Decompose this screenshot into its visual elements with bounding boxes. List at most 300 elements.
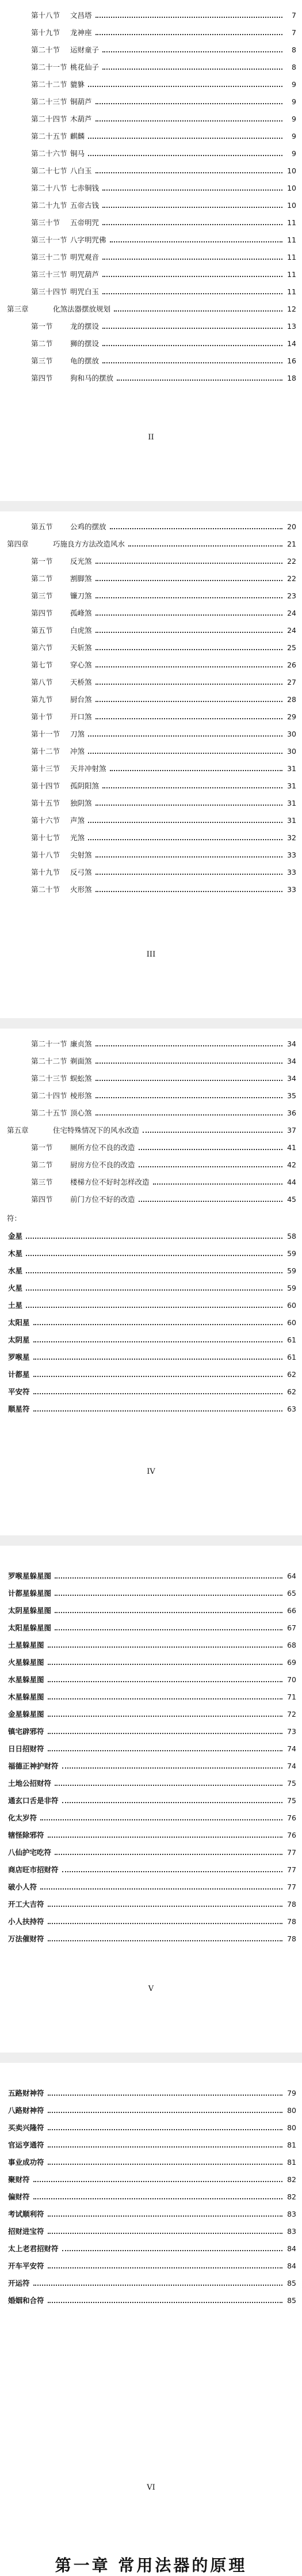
dot-leader bbox=[95, 34, 282, 35]
entry-title: 七赤铜钱 bbox=[70, 183, 100, 192]
entry-title: 开车平安符 bbox=[8, 2261, 44, 2270]
dot-leader bbox=[88, 155, 282, 156]
toc-talisman-entry[interactable] bbox=[7, 1689, 296, 1706]
toc-talisman-entry[interactable] bbox=[7, 1331, 296, 1349]
toc-section-entry[interactable] bbox=[7, 1139, 296, 1156]
toc-section-entry[interactable] bbox=[7, 691, 296, 708]
entry-number: 第三节 bbox=[31, 1177, 53, 1186]
toc-section-entry[interactable] bbox=[7, 553, 296, 570]
entry-page-number: 75 bbox=[287, 1778, 296, 1788]
toc-section-entry[interactable] bbox=[7, 128, 296, 145]
entry-page-number: 61 bbox=[287, 1352, 296, 1361]
entry-page-number: 9 bbox=[292, 97, 296, 106]
entry-number: 第二十三节 bbox=[31, 1073, 67, 1083]
toc-talisman-entry[interactable] bbox=[7, 2223, 296, 2240]
entry-title: 明咒白玉 bbox=[70, 287, 100, 296]
entry-title: 冲煞 bbox=[70, 746, 85, 756]
dot-leader bbox=[48, 1837, 282, 1838]
toc-chapter-entry[interactable] bbox=[7, 536, 296, 553]
dot-leader bbox=[26, 1272, 282, 1273]
toc-section-entry[interactable] bbox=[7, 587, 296, 605]
entry-number: 第三十三节 bbox=[31, 270, 67, 279]
entry-title: 顺星符 bbox=[8, 1404, 30, 1413]
dot-leader bbox=[48, 1664, 282, 1665]
entry-number: 第三十一节 bbox=[31, 235, 67, 244]
dot-leader bbox=[48, 1750, 282, 1751]
entry-page-number: 34 bbox=[287, 1073, 296, 1083]
entry-page-number: 9 bbox=[292, 131, 296, 141]
entry-page-number: 22 bbox=[287, 556, 296, 566]
toc-talisman-entry[interactable] bbox=[7, 2137, 296, 2154]
page-number-footer: III bbox=[146, 950, 156, 959]
entry-title: 金星躲星图 bbox=[8, 1709, 44, 1718]
dot-leader bbox=[33, 1359, 282, 1360]
entry-page-number: 58 bbox=[287, 1231, 296, 1240]
dot-leader bbox=[48, 1733, 282, 1734]
entry-page-number: 60 bbox=[287, 1300, 296, 1310]
toc-section-entry[interactable] bbox=[7, 1105, 296, 1122]
entry-page-number: 82 bbox=[287, 2192, 296, 2201]
toc-talisman-entry[interactable] bbox=[7, 1366, 296, 1383]
toc-section-entry[interactable] bbox=[7, 335, 296, 352]
entry-page-number: 7 bbox=[292, 10, 296, 20]
entry-page-number: 42 bbox=[287, 1160, 296, 1169]
entry-title: 运财童子 bbox=[70, 45, 100, 54]
dot-leader bbox=[110, 770, 282, 771]
toc-talisman-entry[interactable] bbox=[7, 1775, 296, 1792]
dot-leader bbox=[95, 1080, 282, 1081]
toc-section-entry[interactable] bbox=[7, 111, 296, 128]
toc-talisman-entry[interactable] bbox=[7, 1349, 296, 1366]
dot-leader bbox=[88, 753, 282, 754]
dot-leader bbox=[55, 1595, 282, 1596]
entry-number: 第十八节 bbox=[31, 850, 60, 859]
toc-talisman-entry[interactable] bbox=[7, 1827, 296, 1844]
dot-leader bbox=[102, 51, 282, 52]
entry-page-number: 22 bbox=[287, 574, 296, 583]
toc-talisman-entry[interactable] bbox=[7, 2240, 296, 2258]
toc-section-entry[interactable] bbox=[7, 777, 296, 795]
toc-section-entry[interactable] bbox=[7, 864, 296, 881]
entry-number: 第二十四节 bbox=[31, 114, 67, 123]
toc-section-entry[interactable] bbox=[7, 518, 296, 536]
entry-title: 五帝明咒 bbox=[70, 218, 100, 227]
entry-page-number: 78 bbox=[287, 1934, 296, 1943]
dot-leader bbox=[139, 1166, 282, 1167]
dot-leader bbox=[95, 103, 282, 104]
dot-leader bbox=[55, 1612, 282, 1613]
toc-section-entry[interactable] bbox=[7, 24, 296, 41]
entry-page-number: 14 bbox=[287, 339, 296, 348]
entry-number: 第十六节 bbox=[31, 815, 60, 825]
dot-leader bbox=[88, 839, 282, 840]
dot-leader bbox=[48, 2164, 282, 2165]
dot-leader bbox=[48, 2095, 282, 2096]
toc-talisman-entry[interactable] bbox=[7, 1879, 296, 1896]
entry-page-number: 23 bbox=[287, 591, 296, 600]
toc-section-entry[interactable] bbox=[7, 180, 296, 197]
dot-leader bbox=[48, 2146, 282, 2148]
toc-chapter-entry[interactable] bbox=[7, 1122, 296, 1139]
entry-page-number: 10 bbox=[287, 166, 296, 175]
toc-section-entry[interactable] bbox=[7, 1035, 296, 1053]
dot-leader bbox=[26, 1307, 282, 1308]
entry-title: 水星 bbox=[8, 1266, 23, 1275]
dot-leader bbox=[33, 1376, 282, 1377]
dot-leader bbox=[95, 172, 282, 173]
entry-title: 八白玉 bbox=[70, 166, 92, 175]
entry-page-number: 26 bbox=[287, 660, 296, 669]
entry-number: 第五章 bbox=[7, 1125, 29, 1135]
dot-leader bbox=[55, 1854, 282, 1855]
entry-title: 刀煞 bbox=[70, 729, 85, 738]
dot-leader bbox=[48, 1923, 282, 1924]
toc-section-entry[interactable] bbox=[7, 829, 296, 847]
toc-section-entry[interactable] bbox=[7, 674, 296, 691]
dot-leader bbox=[117, 380, 282, 381]
entry-title: 太阴星 bbox=[8, 1335, 30, 1344]
entry-title: 公鸡的摆放 bbox=[70, 522, 106, 531]
entry-title: 狗和马的摆放 bbox=[70, 373, 114, 382]
entry-title: 厨房方位不良的改造 bbox=[70, 1160, 135, 1169]
toc-page bbox=[0, 1029, 302, 1535]
toc-section-entry[interactable] bbox=[7, 145, 296, 162]
toc-talisman-entry[interactable] bbox=[7, 1401, 296, 1418]
entry-number: 第二十三节 bbox=[31, 97, 67, 106]
dot-leader bbox=[62, 1767, 282, 1769]
dot-leader bbox=[95, 563, 282, 564]
entry-page-number: 31 bbox=[287, 815, 296, 825]
entry-title: 招财进宝符 bbox=[8, 2226, 44, 2236]
toc-section-entry[interactable] bbox=[7, 639, 296, 657]
entry-title: 土地公招财符 bbox=[8, 1778, 52, 1788]
dot-leader bbox=[33, 1341, 282, 1342]
entry-number: 第四节 bbox=[31, 373, 53, 382]
entry-page-number: 11 bbox=[287, 287, 296, 296]
toc-talisman-entry[interactable] bbox=[7, 1930, 296, 1948]
entry-page-number: 11 bbox=[287, 252, 296, 261]
toc-talisman-entry[interactable] bbox=[7, 2085, 296, 2102]
toc-section-entry[interactable] bbox=[7, 605, 296, 622]
toc-section-entry[interactable] bbox=[7, 93, 296, 111]
toc-section-entry[interactable] bbox=[7, 283, 296, 301]
toc-page bbox=[0, 1546, 302, 2053]
toc-section-entry[interactable] bbox=[7, 708, 296, 726]
toc-talisman-entry[interactable] bbox=[7, 1723, 296, 1740]
entry-title: 独阴煞 bbox=[70, 798, 92, 807]
toc-section-entry[interactable] bbox=[7, 881, 296, 898]
toc-talisman-entry[interactable] bbox=[7, 2275, 296, 2292]
entry-title: 木葫芦 bbox=[70, 114, 92, 123]
toc-talisman-entry[interactable] bbox=[7, 1245, 296, 1262]
entry-number: 第五节 bbox=[31, 522, 53, 531]
dot-leader bbox=[88, 86, 282, 87]
entry-title: 土星躲星图 bbox=[8, 1640, 44, 1649]
entry-title: 铜马 bbox=[70, 149, 85, 158]
toc-talisman-entry[interactable] bbox=[7, 1297, 296, 1314]
entry-page-number: 78 bbox=[287, 1899, 296, 1909]
entry-page-number: 8 bbox=[292, 45, 296, 54]
entry-page-number: 29 bbox=[287, 712, 296, 721]
toc-talisman-entry[interactable] bbox=[7, 1792, 296, 1809]
entry-page-number: 76 bbox=[287, 1813, 296, 1822]
toc-section-entry[interactable] bbox=[7, 795, 296, 812]
dot-leader bbox=[95, 666, 282, 667]
entry-page-number: 80 bbox=[287, 2123, 296, 2132]
entry-title: 土星 bbox=[8, 1300, 23, 1310]
entry-number: 第二十节 bbox=[31, 45, 60, 54]
entry-title: 前门方位不好的改造 bbox=[70, 1194, 135, 1204]
entry-number: 第六节 bbox=[31, 643, 53, 652]
entry-page-number: 74 bbox=[287, 1761, 296, 1770]
entry-page-number: 77 bbox=[287, 1865, 296, 1874]
entry-title: 太上老君招财符 bbox=[8, 2244, 59, 2253]
entry-page-number: 33 bbox=[287, 850, 296, 859]
entry-page-number: 37 bbox=[287, 1125, 296, 1135]
entry-page-number: 31 bbox=[287, 781, 296, 790]
entry-page-number: 33 bbox=[287, 885, 296, 894]
toc-talisman-entry[interactable] bbox=[7, 1758, 296, 1775]
entry-title: 五路财神符 bbox=[8, 2088, 44, 2097]
entry-page-number: 84 bbox=[287, 2244, 296, 2253]
talisman-section-label: 符： bbox=[7, 1214, 22, 1223]
toc-talisman-entry[interactable] bbox=[7, 1671, 296, 1689]
entry-page-number: 25 bbox=[287, 643, 296, 652]
entry-number: 第十九节 bbox=[31, 867, 60, 877]
toc-talisman-entry[interactable] bbox=[7, 1280, 296, 1297]
dot-leader bbox=[110, 241, 282, 242]
page-number-footer: IV bbox=[147, 1467, 155, 1476]
toc-section-entry[interactable] bbox=[7, 7, 296, 24]
entry-title: 平安符 bbox=[8, 1387, 30, 1396]
entry-number: 第二十七节 bbox=[31, 166, 67, 175]
entry-title: 龙的摆设 bbox=[70, 321, 100, 331]
page-number-footer: V bbox=[148, 1985, 154, 1993]
entry-page-number: 78 bbox=[287, 1917, 296, 1926]
dot-leader bbox=[33, 2285, 282, 2286]
chapter-heading: 第一章 常用法器的原理 bbox=[55, 2556, 247, 2575]
entry-title: 铜葫芦 bbox=[70, 97, 92, 106]
entry-page-number: 59 bbox=[287, 1283, 296, 1292]
toc-talisman-entry[interactable] bbox=[7, 2206, 296, 2223]
entry-title: 天井冲射煞 bbox=[70, 764, 106, 773]
entry-page-number: 73 bbox=[287, 1727, 296, 1736]
entry-page-number: 31 bbox=[287, 764, 296, 773]
dot-leader bbox=[26, 1255, 282, 1256]
toc-chapter-entry[interactable] bbox=[7, 301, 296, 318]
toc-section-entry[interactable] bbox=[7, 41, 296, 59]
entry-number: 第十七节 bbox=[31, 833, 60, 842]
toc-section-entry[interactable] bbox=[7, 622, 296, 639]
entry-title: 罗喉星躲星图 bbox=[8, 1571, 52, 1580]
dot-leader bbox=[95, 1045, 282, 1046]
toc-section-entry[interactable] bbox=[7, 370, 296, 387]
entry-number: 第十一节 bbox=[31, 729, 60, 738]
toc-talisman-entry[interactable] bbox=[7, 1619, 296, 1637]
entry-number: 第二节 bbox=[31, 574, 53, 583]
entry-title: 聚财符 bbox=[8, 2175, 30, 2184]
entry-title: 穿心煞 bbox=[70, 660, 92, 669]
dot-leader bbox=[95, 701, 282, 702]
entry-number: 第四节 bbox=[31, 608, 53, 617]
entry-title: 火星躲星图 bbox=[8, 1657, 44, 1667]
toc-talisman-entry[interactable] bbox=[7, 2171, 296, 2188]
toc-section-entry[interactable] bbox=[7, 1053, 296, 1070]
toc-section-entry[interactable] bbox=[7, 1156, 296, 1174]
toc-talisman-entry[interactable] bbox=[7, 1568, 296, 1585]
entry-number: 第二十二节 bbox=[31, 1056, 67, 1065]
entry-page-number: 75 bbox=[287, 1796, 296, 1805]
entry-title: 廉贞煞 bbox=[70, 1039, 92, 1048]
dot-leader bbox=[102, 69, 282, 70]
entry-page-number: 66 bbox=[287, 1606, 296, 1615]
toc-section-entry[interactable] bbox=[7, 318, 296, 335]
entry-title: 天斩煞 bbox=[70, 643, 92, 652]
entry-page-number: 77 bbox=[287, 1882, 296, 1891]
toc-talisman-entry[interactable] bbox=[7, 1740, 296, 1758]
dot-leader bbox=[153, 1183, 282, 1185]
entry-page-number: 77 bbox=[287, 1847, 296, 1857]
dot-leader bbox=[48, 2233, 282, 2234]
entry-page-number: 33 bbox=[287, 867, 296, 877]
dot-leader bbox=[95, 1114, 282, 1116]
toc-section-entry[interactable] bbox=[7, 352, 296, 370]
entry-number: 第三十二节 bbox=[31, 252, 67, 261]
entry-page-number: 30 bbox=[287, 746, 296, 756]
toc-talisman-entry[interactable] bbox=[7, 2119, 296, 2137]
entry-title: 火形煞 bbox=[70, 885, 92, 894]
toc-section-entry[interactable] bbox=[7, 726, 296, 743]
toc-talisman-entry[interactable] bbox=[7, 2292, 296, 2309]
dot-leader bbox=[55, 1577, 282, 1579]
entry-page-number: 85 bbox=[287, 2296, 296, 2305]
toc-talisman-entry[interactable] bbox=[7, 1861, 296, 1879]
entry-title: 破小人符 bbox=[8, 1882, 37, 1891]
toc-section-entry[interactable] bbox=[7, 76, 296, 93]
entry-number: 第二十二节 bbox=[31, 79, 67, 89]
entry-title: 反弓煞 bbox=[70, 867, 92, 877]
toc-talisman-entry[interactable] bbox=[7, 1262, 296, 1280]
dot-leader bbox=[33, 2181, 282, 2182]
toc-talisman-entry[interactable] bbox=[7, 1913, 296, 1930]
toc-section-entry[interactable] bbox=[7, 570, 296, 587]
toc-section-entry[interactable] bbox=[7, 197, 296, 214]
dot-leader bbox=[55, 1629, 282, 1630]
toc-section-entry[interactable] bbox=[7, 847, 296, 864]
toc-section-entry[interactable] bbox=[7, 266, 296, 283]
entry-page-number: 85 bbox=[287, 2278, 296, 2287]
toc-talisman-entry[interactable] bbox=[7, 1809, 296, 1827]
entry-title: 化太岁符 bbox=[8, 1813, 37, 1822]
entry-page-number: 82 bbox=[287, 2175, 296, 2184]
entry-page-number: 45 bbox=[287, 1194, 296, 1204]
entry-title: 龙神座 bbox=[70, 28, 92, 37]
entry-title: 孤阴阳煞 bbox=[70, 781, 100, 790]
entry-title: 住宅特殊情况下的风水改造 bbox=[53, 1125, 140, 1135]
dot-leader bbox=[139, 1201, 282, 1202]
entry-number: 第十二节 bbox=[31, 746, 60, 756]
toc-talisman-entry[interactable] bbox=[7, 2188, 296, 2206]
entry-title: 孤峰煞 bbox=[70, 608, 92, 617]
entry-page-number: 84 bbox=[287, 2261, 296, 2270]
entry-page-number: 63 bbox=[287, 1404, 296, 1413]
dot-leader bbox=[88, 822, 282, 823]
toc-section-entry[interactable] bbox=[7, 59, 296, 76]
entry-page-number: 65 bbox=[287, 1588, 296, 1598]
entry-number: 第四节 bbox=[31, 1194, 53, 1204]
entry-page-number: 41 bbox=[287, 1143, 296, 1152]
toc-talisman-entry[interactable] bbox=[7, 2258, 296, 2275]
entry-title: 考试顺利符 bbox=[8, 2209, 44, 2218]
toc-section-entry[interactable] bbox=[7, 1087, 296, 1105]
toc-talisman-entry[interactable] bbox=[7, 1585, 296, 1602]
entry-title: 太阴星躲星图 bbox=[8, 1606, 52, 1615]
entry-page-number: 27 bbox=[287, 677, 296, 686]
entry-page-number: 69 bbox=[287, 1657, 296, 1667]
entry-page-number: 35 bbox=[287, 1091, 296, 1100]
entry-page-number: 64 bbox=[287, 1571, 296, 1580]
entry-page-number: 31 bbox=[287, 798, 296, 807]
dot-leader bbox=[33, 1410, 282, 1412]
toc-talisman-entry[interactable] bbox=[7, 1314, 296, 1331]
dot-leader bbox=[95, 17, 282, 18]
toc-section-entry[interactable] bbox=[7, 743, 296, 760]
entry-title: 商店旺市招财符 bbox=[8, 1865, 59, 1874]
entry-page-number: 16 bbox=[287, 356, 296, 365]
dot-leader bbox=[102, 362, 282, 363]
entry-page-number: 9 bbox=[292, 79, 296, 89]
entry-number: 第十三节 bbox=[31, 764, 60, 773]
toc-talisman-entry[interactable] bbox=[7, 1637, 296, 1654]
toc-section-entry[interactable] bbox=[7, 232, 296, 249]
toc-talisman-entry[interactable] bbox=[7, 1706, 296, 1723]
toc-talisman-entry[interactable] bbox=[7, 1228, 296, 1245]
toc-section-entry[interactable] bbox=[7, 214, 296, 232]
entry-number: 第二十一节 bbox=[31, 62, 67, 71]
dot-leader bbox=[26, 1289, 282, 1291]
entry-page-number: 36 bbox=[287, 1108, 296, 1117]
entry-page-number: 12 bbox=[287, 304, 296, 313]
dot-leader bbox=[48, 1940, 282, 1941]
entry-number: 第一节 bbox=[31, 556, 53, 566]
toc-section-entry[interactable] bbox=[7, 657, 296, 674]
toc-section-entry[interactable] bbox=[7, 162, 296, 180]
dot-leader bbox=[95, 120, 282, 122]
toc-section-entry[interactable] bbox=[7, 1070, 296, 1087]
dot-leader bbox=[48, 2129, 282, 2130]
toc-talisman-entry[interactable] bbox=[7, 1602, 296, 1619]
entry-page-number: 24 bbox=[287, 608, 296, 617]
toc-talisman-entry[interactable] bbox=[7, 1654, 296, 1671]
entry-title: 割脚煞 bbox=[70, 574, 92, 583]
toc-talisman-entry[interactable] bbox=[7, 2102, 296, 2119]
entry-title: 罗喉星 bbox=[8, 1352, 30, 1361]
entry-number: 第二节 bbox=[31, 339, 53, 348]
toc-page bbox=[0, 511, 302, 1018]
toc-talisman-entry[interactable] bbox=[7, 1896, 296, 1913]
toc-section-entry[interactable] bbox=[7, 249, 296, 266]
entry-page-number: 79 bbox=[287, 2088, 296, 2097]
entry-page-number: 68 bbox=[287, 1640, 296, 1649]
toc-section-entry[interactable] bbox=[7, 1174, 296, 1191]
toc-talisman-entry[interactable] bbox=[7, 2154, 296, 2171]
toc-section-entry[interactable] bbox=[7, 760, 296, 777]
toc-talisman-entry[interactable] bbox=[7, 1383, 296, 1401]
toc-section-entry[interactable] bbox=[7, 812, 296, 829]
toc-section-entry[interactable] bbox=[7, 1191, 296, 1208]
toc-talisman-entry[interactable] bbox=[7, 1844, 296, 1861]
entry-page-number: 13 bbox=[287, 321, 296, 331]
